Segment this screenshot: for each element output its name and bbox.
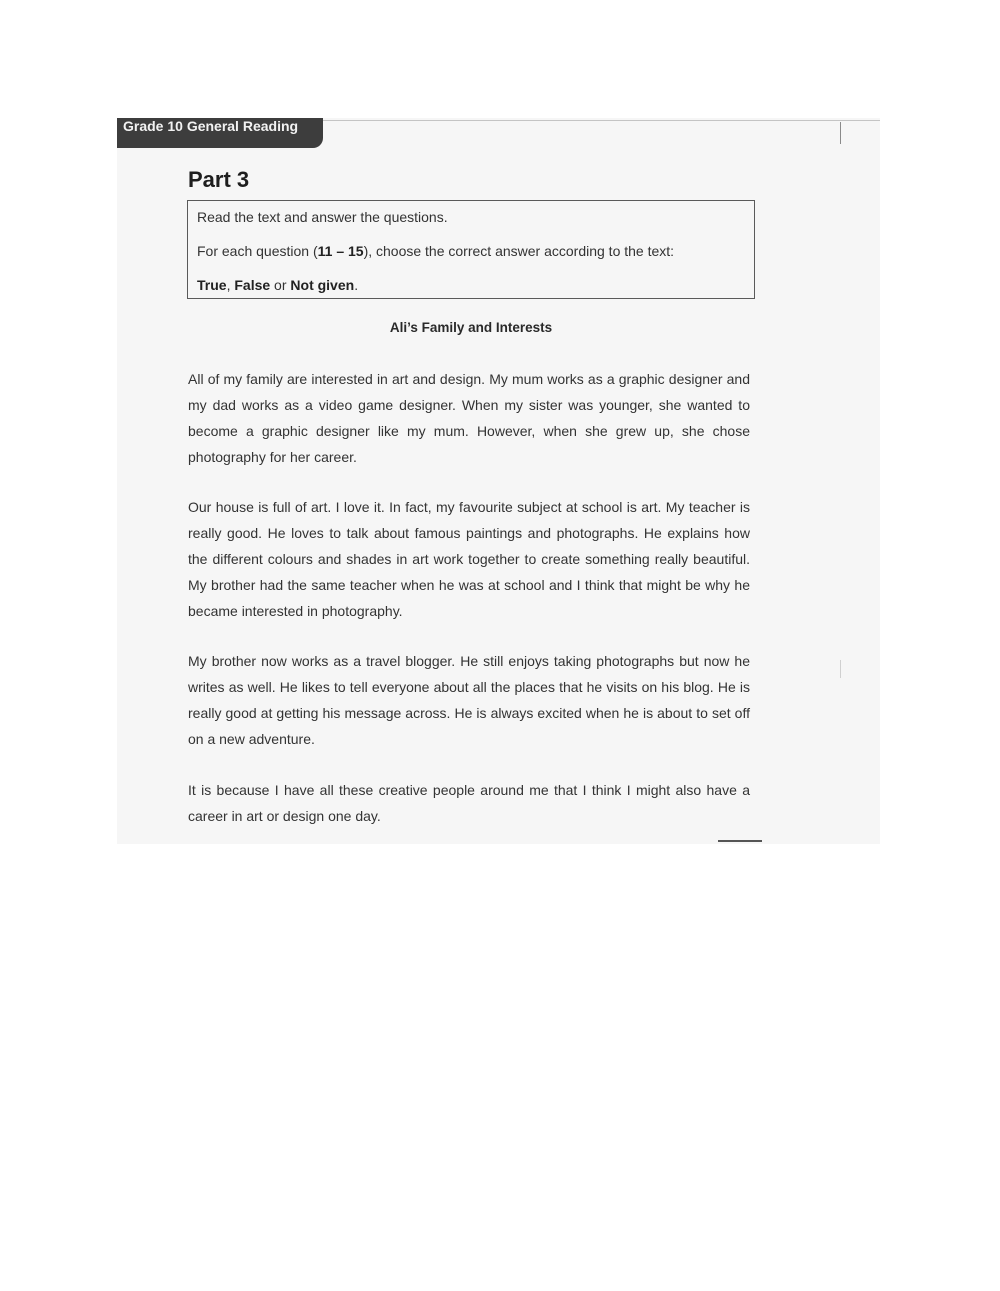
option-end: . [354, 277, 359, 293]
option-false: False [234, 277, 271, 293]
margin-mark [840, 122, 841, 144]
option-not-given: Not given [290, 277, 355, 293]
page-top-rule [322, 120, 880, 121]
instruction-question-range [197, 243, 674, 259]
instruction-suffix: ), choose the correct answer according to the text: [363, 243, 675, 259]
part-title: Part 3 [188, 167, 250, 192]
passage-paragraph: It is because I have all these creative people around me that I think I might also have a career in art or design one day. [188, 782, 750, 824]
instruction-answer-options [197, 277, 358, 293]
margin-mark-faint [840, 660, 841, 678]
option-true: True [197, 277, 227, 293]
passage-title: Ali’s Family and Interests [389, 320, 553, 335]
option-separator: or [270, 277, 291, 293]
passage-paragraph: All of my family are interested in art and design. My mum works as a graphic designer and my dad works as a video game designer. When my sister was younger, she wanted to become a graphic designer like my mum. However, when she grew up, she chose photography for her career. [188, 371, 750, 465]
passage-paragraph: My brother now works as a travel blogger. He still enjoys taking photographs but now he writes as well. He likes to tell everyone about all the places that he visits on his blog. He is really good at getting his message across. He is always excited when he is about to set off on a new adventure. [188, 653, 750, 747]
grade-header-label: Grade 10 General Reading [123, 118, 299, 134]
passage-paragraph: Our house is full of art. I love it. In fact, my favourite subject at school is art. My teacher is really good. He loves to talk about famous paintings and photographs. He explains how the different colours and shades in art work together to create something really beautiful. My brother had the same teacher when he was at school and I think that might be why he became interested in photography. [188, 499, 750, 619]
grade-header-tab [117, 118, 323, 148]
option-separator: , [226, 277, 235, 293]
page-continue-mark [718, 840, 762, 842]
instruction-read: Read the text and answer the questions. [197, 209, 448, 225]
instructions-box [187, 200, 755, 299]
instruction-prefix: For each question ( [197, 243, 318, 259]
question-range: 11 – 15 [317, 243, 364, 259]
